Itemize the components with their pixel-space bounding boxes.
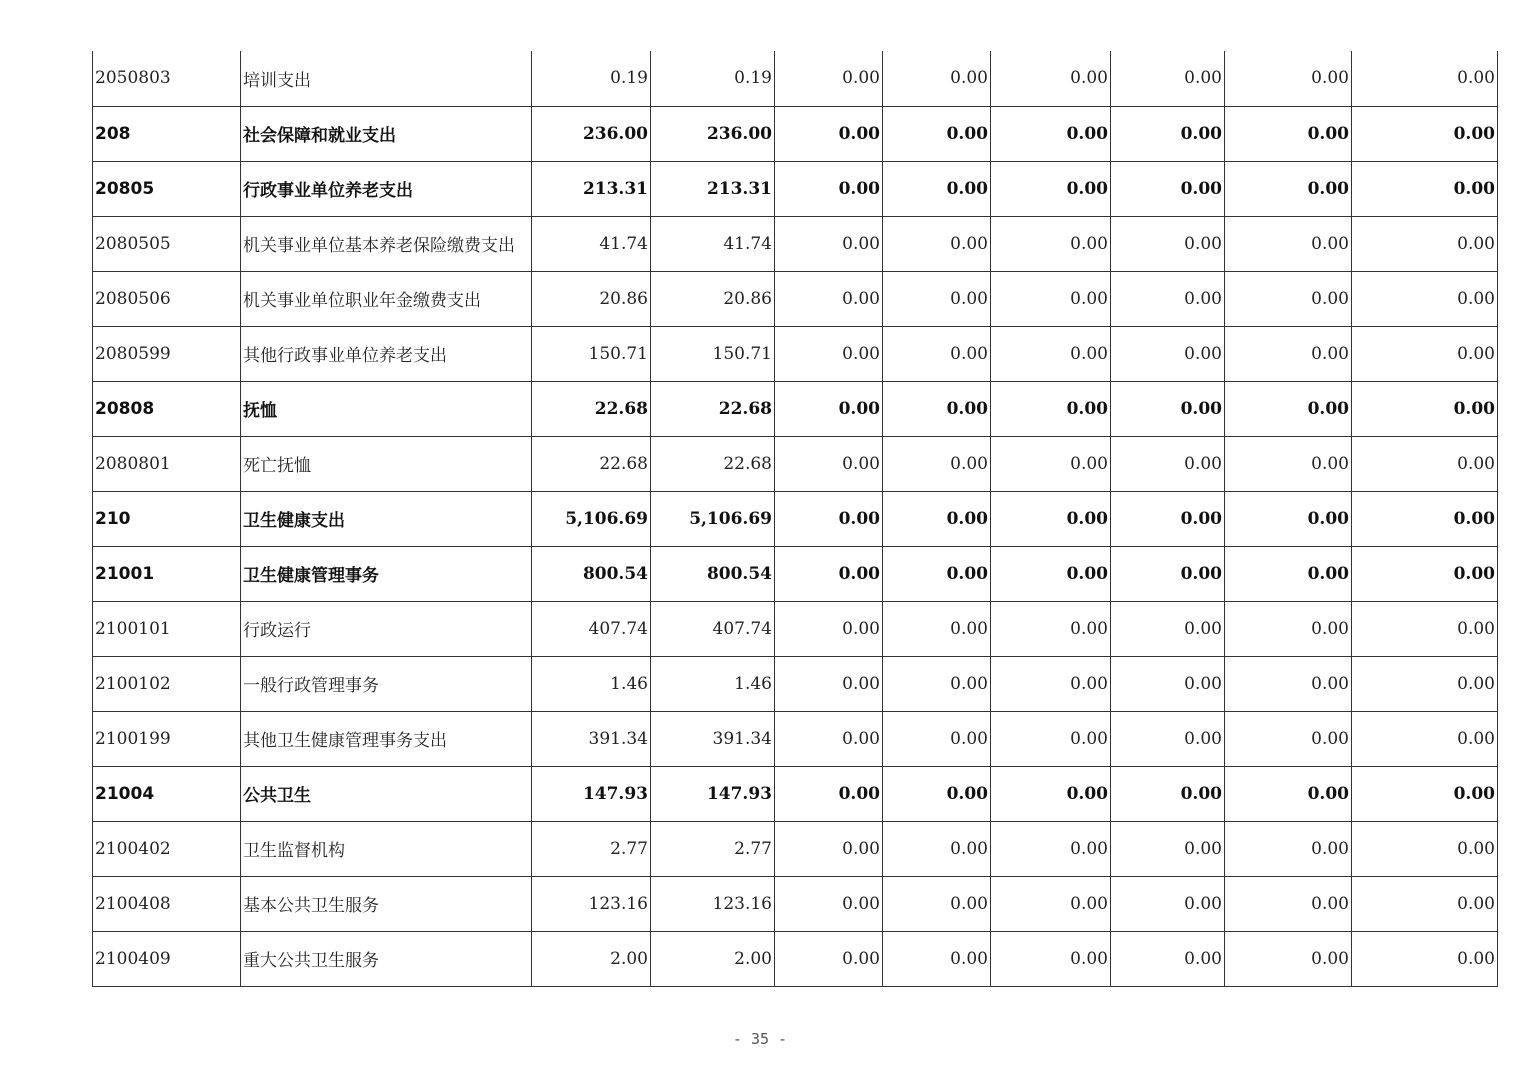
amount-cell: 41.74 bbox=[532, 216, 651, 271]
amount-cell: 0.00 bbox=[1225, 491, 1352, 546]
amount-cell: 0.00 bbox=[775, 656, 883, 711]
amount-cell: 0.00 bbox=[991, 326, 1111, 381]
amount-cell: 0.00 bbox=[883, 271, 991, 326]
amount-cell: 0.00 bbox=[775, 491, 883, 546]
subject-code-cell: 21001 bbox=[93, 546, 241, 601]
subject-code-cell: 20808 bbox=[93, 381, 241, 436]
subject-code-cell: 2100408 bbox=[93, 876, 241, 931]
amount-cell: 0.19 bbox=[651, 51, 775, 106]
amount-cell: 22.68 bbox=[532, 381, 651, 436]
table-row bbox=[93, 931, 1498, 986]
subject-code-cell: 210 bbox=[93, 491, 241, 546]
amount-cell: 0.00 bbox=[1225, 876, 1352, 931]
table-row bbox=[93, 491, 1498, 546]
amount-cell: 0.00 bbox=[1111, 381, 1225, 436]
subject-code-cell: 2080506 bbox=[93, 271, 241, 326]
table-row bbox=[93, 161, 1498, 216]
table-row bbox=[93, 601, 1498, 656]
amount-cell: 800.54 bbox=[651, 546, 775, 601]
table-body bbox=[93, 51, 1498, 986]
subject-name-cell: 行政运行 bbox=[241, 601, 532, 656]
amount-cell: 0.00 bbox=[883, 601, 991, 656]
subject-name-cell: 一般行政管理事务 bbox=[241, 656, 532, 711]
amount-cell: 0.00 bbox=[991, 436, 1111, 491]
amount-cell: 0.00 bbox=[883, 381, 991, 436]
amount-cell: 0.00 bbox=[991, 711, 1111, 766]
amount-cell: 0.00 bbox=[1111, 326, 1225, 381]
amount-cell: 0.00 bbox=[1111, 711, 1225, 766]
amount-cell: 2.77 bbox=[651, 821, 775, 876]
amount-cell: 1.46 bbox=[532, 656, 651, 711]
amount-cell: 0.00 bbox=[883, 161, 991, 216]
subject-code-cell: 2100402 bbox=[93, 821, 241, 876]
table-row bbox=[93, 381, 1498, 436]
amount-cell: 0.00 bbox=[883, 51, 991, 106]
amount-cell: 0.00 bbox=[1111, 216, 1225, 271]
subject-code-cell: 2080505 bbox=[93, 216, 241, 271]
amount-cell: 0.00 bbox=[991, 821, 1111, 876]
amount-cell: 0.00 bbox=[883, 436, 991, 491]
subject-code-cell: 21004 bbox=[93, 766, 241, 821]
amount-cell: 0.00 bbox=[991, 601, 1111, 656]
amount-cell: 41.74 bbox=[651, 216, 775, 271]
amount-cell: 0.00 bbox=[1352, 546, 1498, 601]
amount-cell: 0.00 bbox=[1111, 656, 1225, 711]
table-row bbox=[93, 546, 1498, 601]
amount-cell: 123.16 bbox=[651, 876, 775, 931]
subject-name-cell: 基本公共卫生服务 bbox=[241, 876, 532, 931]
amount-cell: 0.00 bbox=[991, 106, 1111, 161]
amount-cell: 0.00 bbox=[1111, 601, 1225, 656]
page-number: - 35 - bbox=[732, 1030, 788, 1048]
amount-cell: 0.00 bbox=[1352, 491, 1498, 546]
amount-cell: 0.00 bbox=[991, 656, 1111, 711]
amount-cell: 0.00 bbox=[1111, 161, 1225, 216]
table-row bbox=[93, 326, 1498, 381]
table-row bbox=[93, 711, 1498, 766]
amount-cell: 20.86 bbox=[651, 271, 775, 326]
amount-cell: 0.00 bbox=[775, 931, 883, 986]
subject-code-cell: 208 bbox=[93, 106, 241, 161]
amount-cell: 147.93 bbox=[651, 766, 775, 821]
amount-cell: 391.34 bbox=[651, 711, 775, 766]
table-row bbox=[93, 656, 1498, 711]
amount-cell: 5,106.69 bbox=[651, 491, 775, 546]
amount-cell: 0.00 bbox=[883, 106, 991, 161]
amount-cell: 22.68 bbox=[532, 436, 651, 491]
subject-name-cell: 死亡抚恤 bbox=[241, 436, 532, 491]
amount-cell: 0.00 bbox=[775, 821, 883, 876]
amount-cell: 2.77 bbox=[532, 821, 651, 876]
amount-cell: 0.00 bbox=[1111, 271, 1225, 326]
amount-cell: 0.00 bbox=[883, 491, 991, 546]
amount-cell: 0.00 bbox=[1111, 876, 1225, 931]
amount-cell: 0.00 bbox=[883, 766, 991, 821]
subject-name-cell: 行政事业单位养老支出 bbox=[241, 161, 532, 216]
amount-cell: 2.00 bbox=[532, 931, 651, 986]
amount-cell: 0.00 bbox=[775, 766, 883, 821]
amount-cell: 0.00 bbox=[1352, 766, 1498, 821]
amount-cell: 0.00 bbox=[775, 161, 883, 216]
amount-cell: 22.68 bbox=[651, 381, 775, 436]
subject-name-cell: 其他行政事业单位养老支出 bbox=[241, 326, 532, 381]
amount-cell: 0.00 bbox=[991, 766, 1111, 821]
amount-cell: 150.71 bbox=[532, 326, 651, 381]
amount-cell: 0.00 bbox=[1225, 766, 1352, 821]
amount-cell: 0.00 bbox=[1225, 546, 1352, 601]
subject-code-cell: 2100409 bbox=[93, 931, 241, 986]
amount-cell: 0.00 bbox=[1225, 711, 1352, 766]
amount-cell: 0.00 bbox=[883, 216, 991, 271]
amount-cell: 0.00 bbox=[1352, 821, 1498, 876]
amount-cell: 0.00 bbox=[775, 436, 883, 491]
budget-table bbox=[92, 51, 1498, 987]
table-row bbox=[93, 271, 1498, 326]
amount-cell: 0.00 bbox=[1225, 381, 1352, 436]
amount-cell: 0.00 bbox=[775, 216, 883, 271]
subject-name-cell: 卫生健康管理事务 bbox=[241, 546, 532, 601]
amount-cell: 0.00 bbox=[1225, 436, 1352, 491]
amount-cell: 5,106.69 bbox=[532, 491, 651, 546]
amount-cell: 0.00 bbox=[1225, 821, 1352, 876]
subject-name-cell: 机关事业单位职业年金缴费支出 bbox=[241, 271, 532, 326]
amount-cell: 0.00 bbox=[1225, 51, 1352, 106]
amount-cell: 0.00 bbox=[991, 931, 1111, 986]
amount-cell: 407.74 bbox=[651, 601, 775, 656]
amount-cell: 0.00 bbox=[775, 271, 883, 326]
amount-cell: 0.00 bbox=[775, 711, 883, 766]
amount-cell: 2.00 bbox=[651, 931, 775, 986]
amount-cell: 1.46 bbox=[651, 656, 775, 711]
amount-cell: 0.00 bbox=[1352, 381, 1498, 436]
amount-cell: 0.00 bbox=[991, 546, 1111, 601]
amount-cell: 0.00 bbox=[991, 381, 1111, 436]
amount-cell: 0.00 bbox=[883, 931, 991, 986]
amount-cell: 0.00 bbox=[883, 546, 991, 601]
amount-cell: 0.00 bbox=[991, 216, 1111, 271]
amount-cell: 0.00 bbox=[1352, 601, 1498, 656]
amount-cell: 20.86 bbox=[532, 271, 651, 326]
amount-cell: 407.74 bbox=[532, 601, 651, 656]
table-row bbox=[93, 51, 1498, 106]
amount-cell: 0.00 bbox=[1352, 216, 1498, 271]
amount-cell: 147.93 bbox=[532, 766, 651, 821]
amount-cell: 0.00 bbox=[883, 711, 991, 766]
amount-cell: 0.00 bbox=[883, 656, 991, 711]
subject-name-cell: 抚恤 bbox=[241, 381, 532, 436]
amount-cell: 0.00 bbox=[991, 491, 1111, 546]
amount-cell: 0.00 bbox=[1352, 326, 1498, 381]
subject-code-cell: 20805 bbox=[93, 161, 241, 216]
amount-cell: 0.00 bbox=[883, 326, 991, 381]
amount-cell: 800.54 bbox=[532, 546, 651, 601]
amount-cell: 0.00 bbox=[1352, 161, 1498, 216]
amount-cell: 0.00 bbox=[1111, 821, 1225, 876]
amount-cell: 22.68 bbox=[651, 436, 775, 491]
amount-cell: 0.00 bbox=[1352, 711, 1498, 766]
amount-cell: 0.00 bbox=[991, 51, 1111, 106]
subject-code-cell: 2080801 bbox=[93, 436, 241, 491]
amount-cell: 0.00 bbox=[775, 381, 883, 436]
amount-cell: 0.00 bbox=[1352, 876, 1498, 931]
amount-cell: 0.00 bbox=[1352, 931, 1498, 986]
subject-name-cell: 机关事业单位基本养老保险缴费支出 bbox=[241, 216, 532, 271]
subject-code-cell: 2100102 bbox=[93, 656, 241, 711]
amount-cell: 236.00 bbox=[532, 106, 651, 161]
table-row bbox=[93, 436, 1498, 491]
amount-cell: 0.00 bbox=[775, 51, 883, 106]
amount-cell: 0.00 bbox=[1111, 491, 1225, 546]
subject-code-cell: 2050803 bbox=[93, 51, 241, 106]
amount-cell: 0.00 bbox=[1225, 106, 1352, 161]
amount-cell: 0.00 bbox=[991, 271, 1111, 326]
amount-cell: 0.00 bbox=[1111, 51, 1225, 106]
amount-cell: 0.00 bbox=[775, 546, 883, 601]
amount-cell: 236.00 bbox=[651, 106, 775, 161]
amount-cell: 0.00 bbox=[1225, 601, 1352, 656]
subject-code-cell: 2080599 bbox=[93, 326, 241, 381]
table-row bbox=[93, 876, 1498, 931]
amount-cell: 0.00 bbox=[775, 876, 883, 931]
amount-cell: 213.31 bbox=[651, 161, 775, 216]
amount-cell: 0.00 bbox=[1352, 51, 1498, 106]
amount-cell: 0.00 bbox=[1225, 931, 1352, 986]
amount-cell: 0.00 bbox=[775, 326, 883, 381]
subject-name-cell: 公共卫生 bbox=[241, 766, 532, 821]
amount-cell: 0.19 bbox=[532, 51, 651, 106]
amount-cell: 123.16 bbox=[532, 876, 651, 931]
amount-cell: 0.00 bbox=[1352, 656, 1498, 711]
subject-name-cell: 其他卫生健康管理事务支出 bbox=[241, 711, 532, 766]
amount-cell: 391.34 bbox=[532, 711, 651, 766]
subject-name-cell: 社会保障和就业支出 bbox=[241, 106, 532, 161]
amount-cell: 0.00 bbox=[1111, 106, 1225, 161]
table-row bbox=[93, 821, 1498, 876]
subject-name-cell: 卫生监督机构 bbox=[241, 821, 532, 876]
amount-cell: 0.00 bbox=[991, 161, 1111, 216]
amount-cell: 0.00 bbox=[775, 601, 883, 656]
amount-cell: 0.00 bbox=[1111, 931, 1225, 986]
amount-cell: 0.00 bbox=[1111, 436, 1225, 491]
amount-cell: 0.00 bbox=[883, 876, 991, 931]
amount-cell: 213.31 bbox=[532, 161, 651, 216]
amount-cell: 0.00 bbox=[1111, 766, 1225, 821]
amount-cell: 0.00 bbox=[1225, 216, 1352, 271]
table-row bbox=[93, 216, 1498, 271]
subject-name-cell: 培训支出 bbox=[241, 51, 532, 106]
amount-cell: 0.00 bbox=[775, 106, 883, 161]
amount-cell: 0.00 bbox=[883, 821, 991, 876]
amount-cell: 0.00 bbox=[1111, 546, 1225, 601]
table-row bbox=[93, 766, 1498, 821]
amount-cell: 0.00 bbox=[1352, 436, 1498, 491]
subject-name-cell: 卫生健康支出 bbox=[241, 491, 532, 546]
amount-cell: 0.00 bbox=[1225, 656, 1352, 711]
subject-code-cell: 2100101 bbox=[93, 601, 241, 656]
amount-cell: 0.00 bbox=[1225, 326, 1352, 381]
amount-cell: 150.71 bbox=[651, 326, 775, 381]
amount-cell: 0.00 bbox=[1352, 271, 1498, 326]
amount-cell: 0.00 bbox=[991, 876, 1111, 931]
subject-name-cell: 重大公共卫生服务 bbox=[241, 931, 532, 986]
subject-code-cell: 2100199 bbox=[93, 711, 241, 766]
table-row bbox=[93, 106, 1498, 161]
amount-cell: 0.00 bbox=[1352, 106, 1498, 161]
amount-cell: 0.00 bbox=[1225, 161, 1352, 216]
amount-cell: 0.00 bbox=[1225, 271, 1352, 326]
